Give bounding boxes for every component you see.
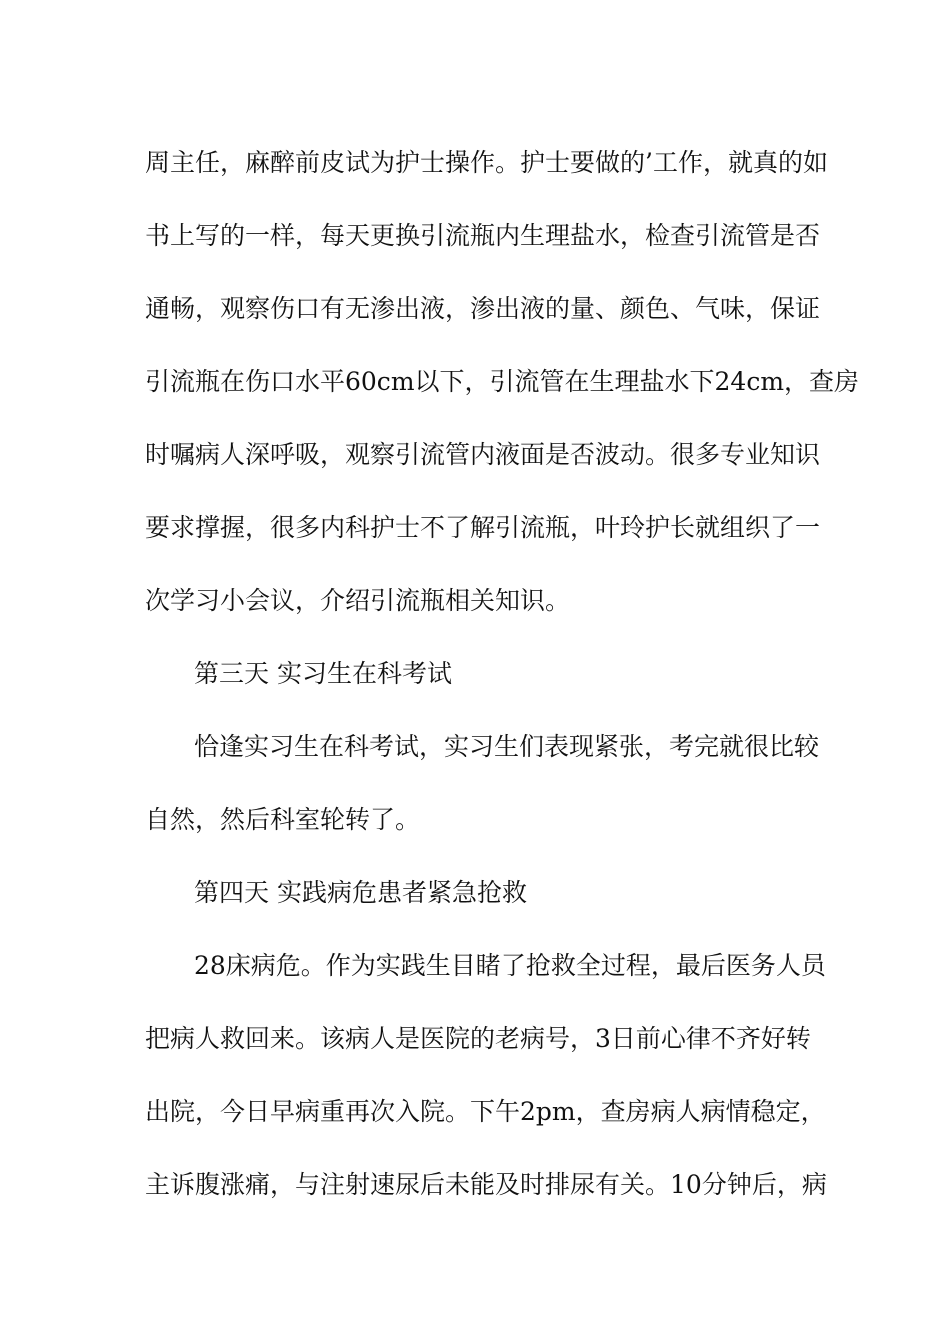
text-line: 主诉腹涨痛，与注射速尿后未能及时排尿有关。10分钟后，病: [145, 1170, 827, 1199]
text-line: 自然，然后科室轮转了。: [145, 805, 421, 834]
body-text: [145, 126, 860, 1221]
text-line: 通畅，观察伤口有无渗出液，渗出液的量、颜色、气味，保证: [145, 294, 821, 323]
text-line: 把病人救回来。该病人是医院的老病号，3日前心律不齐好转: [145, 1024, 811, 1053]
text-line: 时嘱病人深呼吸，观察引流管内液面是否波动。很多专业知识: [145, 440, 821, 469]
section-heading-day-four: 第四天 实践病危患者紧急抢救: [194, 878, 527, 907]
text-line: 书上写的一样，每天更换引流瓶内生理盐水，检查引流管是否: [145, 221, 821, 250]
section-heading-day-three: 第三天 实习生在科考试: [194, 659, 452, 688]
text-line: 28床病危。作为实践生目睹了抢救全过程，最后医务人员: [194, 951, 826, 980]
text-line: 恰逢实习生在科考试，实习生们表现紧张，考完就很比较: [194, 732, 820, 761]
text-line: 周主任，麻醉前皮试为护士操作。护士要做的’工作，就真的如: [145, 148, 828, 177]
text-line: 引流瓶在伤口水平60cm以下，引流管在生理盐水下24cm，查房: [145, 367, 860, 396]
text-line: 要求撑握，很多内科护士不了解引流瓶，叶玲护长就组织了一: [145, 513, 821, 542]
text-line: 次学习小会议，介绍引流瓶相关知识。: [145, 586, 571, 615]
text-line: 出院，今日早病重再次入院。下午2pm，查房病人病情稳定，: [145, 1097, 826, 1126]
